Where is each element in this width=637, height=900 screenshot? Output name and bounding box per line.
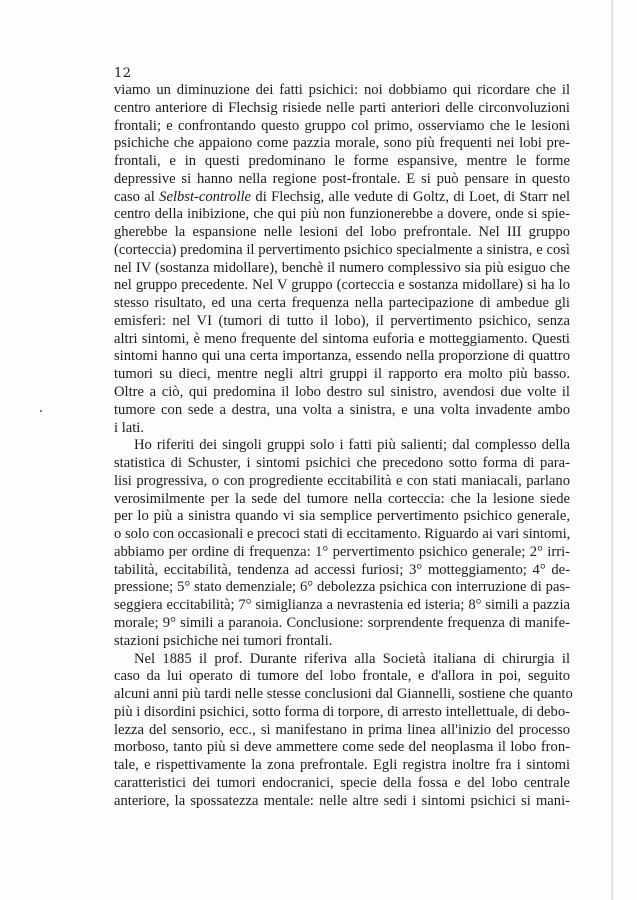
text-line: abbiamo per ordine di frequenza: 1° pervertimento psichico generale; 2° irri- bbox=[114, 543, 570, 560]
text-line: frontali, e in questi predominano le forme espansive, mentre le forme bbox=[114, 153, 570, 170]
text-line: altri sintomi, è meno frequente del sintoma euforia e motteggiamento. Questi bbox=[114, 330, 570, 347]
text-line: verosimilmente per la sede del tumore nella corteccia: che la lesione siede bbox=[114, 490, 570, 507]
text-line: nel IV (sostanza midollare), benchè il numero complessivo sia più esiguo che bbox=[114, 259, 570, 276]
text-line: tale, e rispettivamente la zona prefrontale. Egli registra inoltre fra i sintomi bbox=[114, 757, 570, 774]
text-line: Oltre a ciò, qui predomina il lobo destro sul sinistro, avendosi due volte il bbox=[114, 384, 570, 401]
text-line: caratteristici dei tumori endocranici, specie della fossa e del lobo centrale bbox=[114, 774, 570, 791]
text-line: tumori su dieci, mentre negli altri gruppi il rapporto era molto più basso. bbox=[114, 366, 570, 383]
scan-speck bbox=[40, 410, 42, 412]
page-number: 12 bbox=[114, 66, 132, 81]
text-line: morale; 9° simili a paranoia. Conclusione: sorprendente frequenza di manife- bbox=[114, 614, 570, 631]
text-line: o solo con occasionali e precoci stati di eccitamento. Riguardo ai vari sintomi, bbox=[114, 526, 571, 543]
text-line: anteriore, la spossatezza mentale: nelle altre sedi i sintomi psichici si mani- bbox=[114, 792, 570, 809]
text-line: più i disordini psichici, sotto forma di torpore, di arresto intellettuale, di debo- bbox=[114, 703, 570, 720]
text-line: nel gruppo precedente. Nel V gruppo (corteccia e sostanza midollare) si ha lo bbox=[114, 277, 570, 294]
text-line: stesso risultato, ed una certa frequenza nella partecipazione di ambedue gli bbox=[114, 295, 570, 312]
text-line: tumore con sede a destra, una volta a sinistra, e una volta invadente ambo bbox=[114, 401, 570, 418]
text-line: centro della inibizione, che qui più non funzionerebbe a dovere, onde si spie- bbox=[114, 206, 570, 223]
text-line: depressive si hanno nella regione post-frontale. E si può pensare in questo bbox=[114, 170, 570, 187]
text-line: caso da lui operato di tumore del lobo frontale, e d'allora in poi, seguito bbox=[114, 668, 570, 685]
text-line: caso al Selbst-controlle di Flechsig, alle vedute di Goltz, di Loet, di Starr nel bbox=[114, 188, 571, 205]
text-line: seggiera eccitabilità; 7° simiglianza a nevrastenia ed isteria; 8° simili a pazzia bbox=[114, 597, 570, 614]
text-line: pressione; 5° stato demenziale; 6° debolezza psichica con interruzione di pas- bbox=[114, 579, 570, 596]
text-line: morboso, tanto più si deve ammettere come sede del neoplasma il lobo fron- bbox=[114, 739, 570, 756]
text-line: gherebbe la espansione nelle lesioni del lobo prefrontale. Nel III gruppo bbox=[114, 224, 570, 241]
text-line: lezza del sensorio, ecc., si manifestano in prima linea all'inizio del processo bbox=[114, 721, 570, 738]
body-text bbox=[114, 82, 573, 810]
text-line: psichiche che appaiono come pazzia morale, sono più frequenti nei lobi pre- bbox=[114, 135, 570, 152]
paragraph-end-line: stazioni psichiche nei tumori frontali. bbox=[114, 632, 333, 649]
text-line: viamo un diminuzione dei fatti psichici: noi dobbiamo qui ricordare che il bbox=[114, 82, 570, 98]
text-line: alcuni anni più tardi nelle stesse conclusioni dal Giannelli, sostiene che quanto bbox=[114, 686, 573, 703]
paragraph-start-line: Ho riferiti dei singoli gruppi solo i fatti più salienti; dal complesso della bbox=[134, 437, 570, 454]
text-line: (corteccia) predomina il pervertimento psichico specialmente a sinistra, e così bbox=[114, 241, 570, 258]
text-line: centro anteriore di Flechsig risiede nelle parti anteriori delle circonvoluzioni bbox=[114, 99, 570, 116]
page-edge-shadow bbox=[611, 0, 613, 900]
text-line: tabilità, eccitabilità, tendenza ad accessi furiosi; 3° motteggiamento; 4° de- bbox=[114, 561, 570, 578]
paragraph-end-line: i lati. bbox=[114, 419, 144, 436]
text-line: statistica di Schuster, i sintomi psichici che precedono sotto forma di para- bbox=[114, 455, 570, 472]
paragraph-start-line: Nel 1885 il prof. Durante riferiva alla Società italiana di chirurgia il bbox=[134, 650, 570, 667]
text-line: frontali; e confrontando questo gruppo col primo, osserviamo che le lesioni bbox=[114, 117, 570, 134]
text-line: per lo più a sinistra quando vi sia semplice pervertimento psichico generale, bbox=[114, 508, 570, 525]
text-line: sintomi hanno qui una certa importanza, essendo nella proporzione di quattro bbox=[114, 348, 570, 365]
text-line: emisferi: nel VI (tumori di tutto il lobo), il pervertimento psichico, senza bbox=[114, 312, 570, 329]
text-line: lisi progressiva, o con progrediente eccitabilità e con stati maniacali, parlano bbox=[114, 472, 570, 489]
